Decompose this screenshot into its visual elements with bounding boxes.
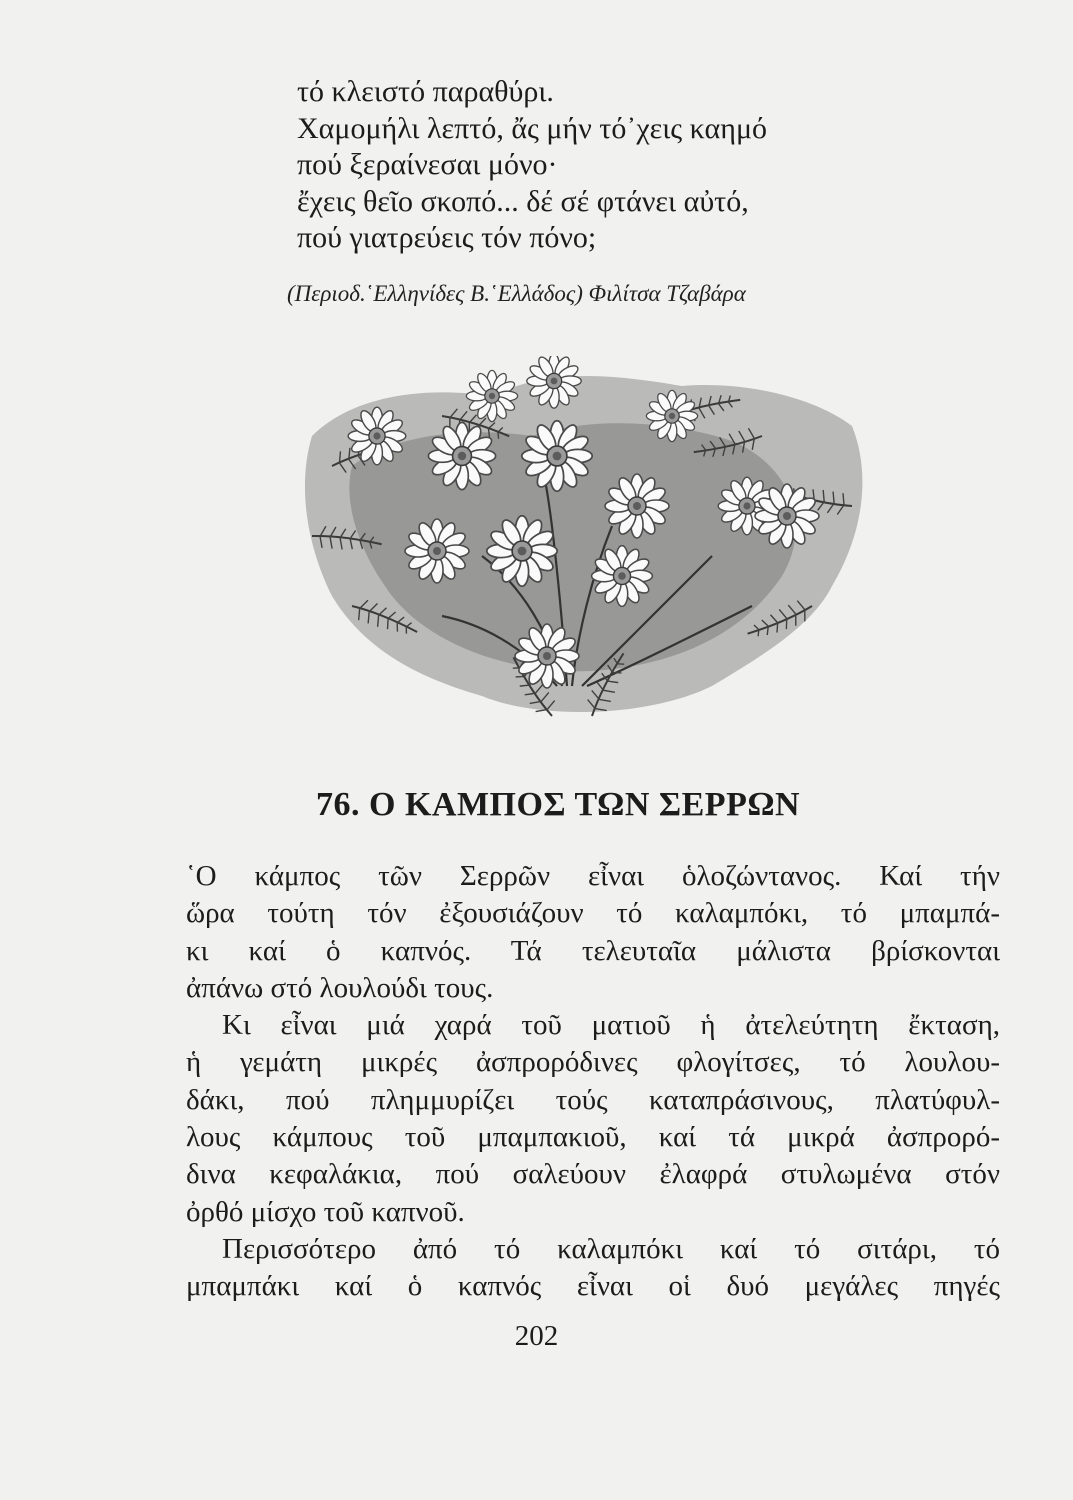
text-line: δάκι, πού πλημμυρίζει τούς καταπράσινους, πλατύφυλ- xyxy=(186,1083,1000,1116)
text-line: κι καί ὁ καπνός. Τά τελευταῖα μάλιστα βρίσκονται xyxy=(186,934,1000,967)
text-line: δινα κεφαλάκια, πού σαλεύουν ἐλαφρά στυλωμένα στόν xyxy=(186,1158,1000,1191)
poem-line: ἔχεις θεῖο σκοπό... δέ σέ φτάνει αὐτό, xyxy=(297,184,749,218)
poem-line: πού ξεραίνεσαι μόνο· xyxy=(297,148,558,181)
page-number: 202 xyxy=(514,1320,559,1352)
poem-line: τό κλειστό παραθύρι. xyxy=(297,75,554,108)
poem-line: πού γιατρεύεις τόν πόνο; xyxy=(297,221,597,254)
poem-line: Χαμομήλι λεπτό, ἄς μήν τό᾽χεις καημό xyxy=(297,111,768,145)
text-line: λους κάμπους τοῦ μπαμπακιοῦ, καί τά μικρά ἀσπρορό- xyxy=(186,1121,1000,1154)
text-line: ὥρα τούτη τόν ἐξουσιάζουν τό καλαμπόκι, τό μπαμπά- xyxy=(186,897,1000,930)
poem-stanza xyxy=(297,74,937,257)
text-line: μπαμπάκι καί ὁ καπνός εἶναι οἱ δυό μεγάλες πηγές xyxy=(186,1270,1000,1303)
chamomile-flowers-illustration xyxy=(292,356,874,726)
text-line: Κι εἶναι μιά χαρά τοῦ ματιοῦ ἡ ἀτελεύτητη ἔκταση, xyxy=(222,1009,1000,1042)
text-line: ἀπάνω στό λουλούδι τους. xyxy=(186,971,494,1004)
text-line: Περισσότερο ἀπό τό καλαμπόκι καί τό σιτάρι, τό xyxy=(222,1232,1000,1265)
chapter-body xyxy=(186,858,1000,1306)
text-line: ῾Ο κάμπος τῶν Σερρῶν εἶναι ὁλοζώντανος. Καί τήν xyxy=(186,860,1000,892)
chapter-title: 76. Ο ΚΑΜΠΟΣ ΤΩΝ ΣΕΡΡΩΝ xyxy=(316,786,801,823)
poem-attribution: (Περιοδ.῾Ελληνίδες Β.῾Ελλάδος) Φιλίτσα Τζαβάρα xyxy=(287,281,746,306)
text-line: ὀρθό μίσχο τοῦ καπνοῦ. xyxy=(186,1195,465,1228)
text-line: ἡ γεμάτη μικρές ἀσπρορόδινες φλογίτσες, τό λουλου- xyxy=(186,1046,1000,1079)
